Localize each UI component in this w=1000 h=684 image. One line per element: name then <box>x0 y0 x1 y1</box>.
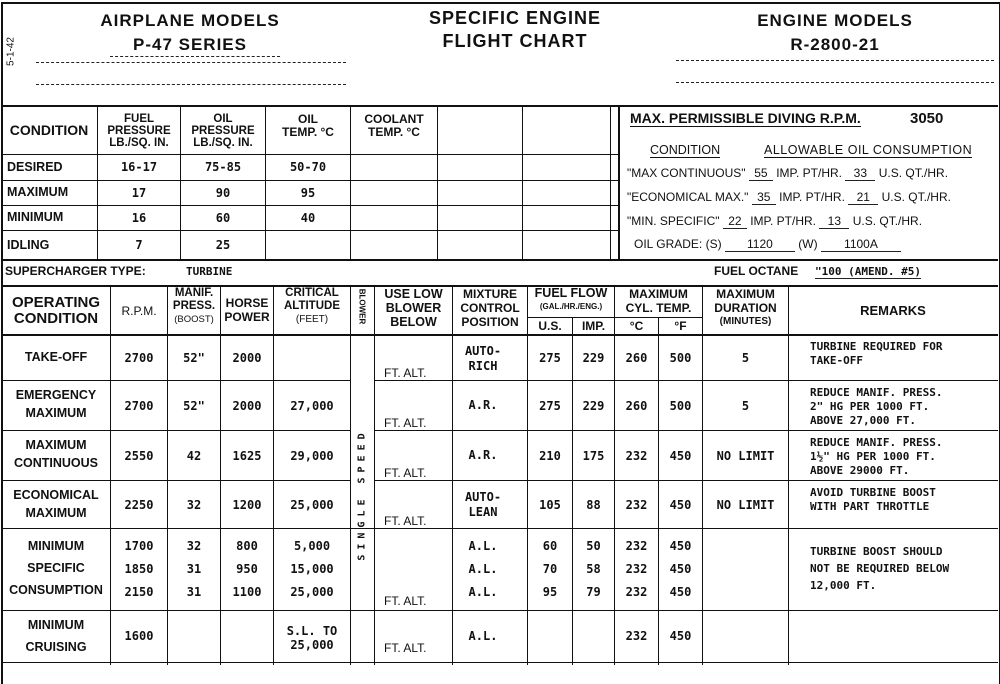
row-mix-line-1: A.R. <box>468 448 498 462</box>
main-header-hp-1: HORSE <box>225 296 269 310</box>
row-flow-us: 210 <box>539 448 561 463</box>
main-row-line <box>374 480 998 481</box>
upper-col-line <box>610 105 611 260</box>
supercharger-value: TURBINE <box>186 265 233 278</box>
main-header-hp <box>221 296 273 324</box>
row-duration: 5 <box>741 398 750 413</box>
row-manif: 52" <box>183 350 205 365</box>
row-remark-line-2: 1½" HG PER 1000 FT. <box>810 450 936 463</box>
oil-row-imp: 35 <box>752 190 776 205</box>
row-flow-us: 105 <box>539 497 561 512</box>
row-remark-line-3: ABOVE 27,000 FT. <box>810 414 916 427</box>
main-row-line <box>1 480 350 481</box>
row-mix-line-2: RICH <box>468 359 498 373</box>
oil-row-economical-max <box>627 190 997 205</box>
upper-header-fuel-pressure: FUEL PRESSURE LB./SQ. IN. <box>107 112 171 150</box>
oil-row-imp: 55 <box>749 166 773 181</box>
row-rpm: 2550 <box>124 448 154 463</box>
minspec-rpm: 1850 <box>124 561 154 576</box>
minspec-cond-2: SPECIFIC <box>27 561 85 575</box>
main-header-cyl-temp <box>615 287 702 315</box>
minspec-hp: 800 <box>236 538 258 553</box>
oil-row-us: 13 <box>819 214 849 229</box>
mincruise-alt-2: 25,000 <box>290 638 334 652</box>
oil-row-min-specific <box>627 214 997 229</box>
main-header-mix-2: CONTROL <box>460 301 520 315</box>
main-header-rpm: R.P.M. <box>121 303 157 318</box>
mincruise-c: 232 <box>625 628 648 643</box>
row-rpm: 2250 <box>124 497 154 512</box>
main-header-dur-1: MAXIMUM <box>716 287 775 301</box>
row-cyl-c: 260 <box>625 398 648 413</box>
minspec-remark-2: NOT BE REQUIRED BELOW <box>810 562 950 575</box>
oil-row-imp-unit: IMP. PT/HR. <box>776 166 843 180</box>
row-remarks <box>810 436 942 478</box>
fuel-octane-label: FUEL OCTANE <box>714 264 799 278</box>
main-header-dur-2: DURATION <box>714 301 777 315</box>
chart-title-line2: FLIGHT CHART <box>442 31 588 51</box>
row-ft-alt: FT. ALT. <box>384 366 427 380</box>
main-col-line <box>452 285 453 665</box>
row-alt: 25,000 <box>290 497 334 512</box>
row-condition-line-1: ECONOMICAL <box>13 488 99 502</box>
main-header-remarks: REMARKS <box>860 303 926 319</box>
mincruise-ft-alt: FT. ALT. <box>384 641 427 655</box>
minspec-remarks <box>810 543 949 594</box>
main-header-fuel-flow <box>528 287 614 313</box>
main-header-manif-2: PRESS. <box>172 300 216 312</box>
row-remarks <box>810 486 936 514</box>
main-header-alt-3: (FEET) <box>295 314 329 325</box>
row-flow-us: 275 <box>539 350 561 365</box>
row-cyl-c: 232 <box>625 497 648 512</box>
airplane-underline-1 <box>110 56 280 57</box>
row-condition-line-2: MAXIMUM <box>25 406 87 420</box>
oil-row-us: 21 <box>848 190 878 205</box>
minspec-cyl-f: 450 <box>669 538 692 553</box>
row-remark-line-2: WITH PART THROTTLE <box>810 500 930 513</box>
minspec-rpm: 2150 <box>124 584 154 599</box>
main-header-c: °C <box>629 318 644 333</box>
row-ft-alt: FT. ALT. <box>384 466 427 480</box>
upper-row-maximum-oilp: 90 <box>215 185 231 200</box>
minspec-cond-1: MINIMUM <box>27 539 85 553</box>
upper-row-minimum-fuel: 16 <box>131 210 147 225</box>
row-remark-line-1: REDUCE MANIF. PRESS. <box>810 436 943 449</box>
main-row-line <box>1 380 350 381</box>
upper-row-desired-label: DESIRED <box>7 159 63 174</box>
row-manif: 52" <box>183 398 205 413</box>
oil-row-imp: 22 <box>723 214 747 229</box>
main-header-condition: OPERATING CONDITION <box>11 294 101 327</box>
row-condition-line-1: TAKE-OFF <box>24 350 88 364</box>
upper-row-idling-label: IDLING <box>7 237 50 252</box>
row-remark-line-1: REDUCE MANIF. PRESS. <box>810 386 943 399</box>
minspec-manif: 31 <box>186 561 202 576</box>
row-mix <box>453 448 513 463</box>
main-header-manif <box>168 287 220 326</box>
row-condition <box>2 436 110 472</box>
row-hp: 1625 <box>232 448 262 463</box>
row-manif: 42 <box>186 448 202 463</box>
mincruise-rpm: 1600 <box>124 628 154 643</box>
upper-row-desired-fuel: 16-17 <box>120 160 158 175</box>
upper-header-oil-temp: OIL TEMP. °C <box>282 112 334 139</box>
oil-grade-summer: 1120 <box>725 237 795 252</box>
minspec-ft-alt: FT. ALT. <box>384 594 427 608</box>
airplane-underline-2 <box>36 62 346 63</box>
row-condition <box>2 348 110 366</box>
minspec-flow-us: 70 <box>542 561 558 576</box>
upper-col-line <box>522 105 523 260</box>
main-header-mix-3: POSITION <box>461 315 519 329</box>
oil-row-max-continuous <box>627 166 997 181</box>
row-rpm: 2700 <box>124 398 154 413</box>
row-flow-imp: 88 <box>586 497 601 512</box>
row-remarks <box>810 340 942 368</box>
oil-row-us-unit: U.S. QT./HR. <box>852 214 923 228</box>
row-alt: 29,000 <box>290 448 334 463</box>
row-cyl-f: 450 <box>669 448 692 463</box>
supercharger-top-line <box>1 259 998 261</box>
main-header-flow-1: FUEL FLOW <box>534 286 608 300</box>
minspec-cond-3: CONSUMPTION <box>9 583 103 597</box>
oil-consumption-header: ALLOWABLE OIL CONSUMPTION <box>764 143 973 157</box>
row-cyl-f: 500 <box>669 350 692 365</box>
minspec-alt: 15,000 <box>290 561 334 576</box>
engine-models-title: ENGINE MODELS <box>757 11 913 30</box>
row-cyl-c: 232 <box>625 448 648 463</box>
row-duration: NO LIMIT <box>716 497 775 512</box>
upper-col-line <box>437 105 438 260</box>
mincruise-mix: A.L. <box>468 628 498 643</box>
engine-underline-2 <box>676 82 994 83</box>
row-condition-line-2: CONTINUOUS <box>13 456 99 470</box>
row-remark-line-3: ABOVE 29000 FT. <box>810 464 910 477</box>
upper-header-coolant-temp: COOLANT TEMP. °C <box>364 112 424 139</box>
oil-row-imp-unit: IMP. PT/HR. <box>750 214 817 228</box>
minspec-flow-us: 60 <box>542 538 558 553</box>
oil-row-us-unit: U.S. QT./HR. <box>878 166 949 180</box>
row-mix-line-1: A.R. <box>468 398 498 412</box>
oil-row-name: "MIN. SPECIFIC" <box>627 214 720 228</box>
main-row-line <box>374 380 998 381</box>
main-header-us: U.S. <box>538 318 562 333</box>
row-mix-line-2: LEAN <box>468 505 498 519</box>
row-duration: 5 <box>741 350 750 365</box>
row-mix <box>453 490 513 520</box>
mincruise-cond-2: CRUISING <box>25 640 87 654</box>
minspec-manif: 31 <box>186 584 202 599</box>
row-mix <box>453 398 513 413</box>
mincruise-cond-1: MINIMUM <box>27 618 85 632</box>
row-duration: NO LIMIT <box>716 448 775 463</box>
oil-grade-row <box>634 237 994 252</box>
date-stamp: 5-1-42 <box>5 37 17 66</box>
minspec-remark-1: TURBINE BOOST SHOULD <box>810 545 943 558</box>
row-flow-imp: 229 <box>582 398 605 413</box>
main-header-manif-1: MANIF. <box>174 287 214 299</box>
row-cyl-f: 450 <box>669 497 692 512</box>
oil-grade-winter-label: (W) <box>798 237 818 251</box>
row-flow-imp: 229 <box>582 350 605 365</box>
minspec-flow-us: 95 <box>542 584 558 599</box>
mincruise-condition <box>2 614 110 658</box>
minspec-mix: A.L. <box>468 561 498 576</box>
main-col-line <box>788 285 789 665</box>
oil-grade-winter: 1100A <box>821 237 901 252</box>
main-header-alt-1: CRITICAL <box>285 287 339 299</box>
row-rpm: 2700 <box>124 350 154 365</box>
minspec-rpm: 1700 <box>124 538 154 553</box>
minspec-flow-imp: 50 <box>586 538 601 553</box>
airplane-underline-3 <box>36 84 346 85</box>
main-header-imp: IMP. <box>581 318 606 333</box>
upper-row-desired-oilt: 50-70 <box>289 160 327 175</box>
minspec-hp: 950 <box>236 561 258 576</box>
row-condition-line-1: MAXIMUM <box>25 438 87 452</box>
airplane-models-title: AIRPLANE MODELS <box>100 11 280 30</box>
minspec-cyl-c: 232 <box>625 584 648 599</box>
minspec-cyl-c: 232 <box>625 561 648 576</box>
minspec-alt: 25,000 <box>290 584 334 599</box>
upper-row-maximum-label: MAXIMUM <box>7 185 69 200</box>
row-hp: 2000 <box>232 350 262 365</box>
main-header-alt-2: ALTITUDE <box>283 300 340 312</box>
row-mix <box>453 344 513 374</box>
row-condition <box>2 386 110 422</box>
minspec-cyl-c: 232 <box>625 538 648 553</box>
main-header-blower: BLOWER <box>357 288 367 325</box>
row-cyl-f: 500 <box>669 398 692 413</box>
minspec-hp: 1100 <box>232 584 262 599</box>
mincruise-alt-1: S.L. TO <box>286 624 338 638</box>
blower-single-speed: SINGLE SPEED <box>356 428 368 561</box>
main-header-flow-2: (GAL./HR./ENG.) <box>539 302 603 311</box>
supercharger-label: SUPERCHARGER TYPE: <box>5 264 146 278</box>
diving-rpm-value: 3050 <box>910 110 944 127</box>
row-remark-line-2: 2" HG PER 1000 FT. <box>810 400 930 413</box>
row-alt <box>274 336 350 380</box>
upper-row-idling-oilp: 25 <box>215 238 231 253</box>
main-header-duration <box>703 287 788 329</box>
main-bottom-line <box>1 662 998 663</box>
main-header-mixture <box>453 287 527 329</box>
row-remark-line-2: TAKE-OFF <box>810 354 863 367</box>
upper-row-minimum-oilp: 60 <box>215 210 231 225</box>
row-hp: 2000 <box>232 398 262 413</box>
upper-header-oil-pressure: OIL PRESSURE LB./SQ. IN. <box>191 112 255 150</box>
row-condition-line-1: EMERGENCY <box>15 388 97 402</box>
minspec-mix: A.L. <box>468 584 498 599</box>
oil-row-name: "MAX CONTINUOUS" <box>627 166 746 180</box>
oil-row-name: "ECONOMICAL MAX." <box>627 190 749 204</box>
row-hp: 1200 <box>232 497 262 512</box>
main-col-line <box>350 285 351 665</box>
minspec-mix: A.L. <box>468 538 498 553</box>
main-header-f: °F <box>674 318 687 333</box>
upper-divider <box>618 105 620 260</box>
row-cyl-c: 260 <box>625 350 648 365</box>
main-header-alt <box>274 287 350 326</box>
minspec-manif: 32 <box>186 538 202 553</box>
diving-rpm-label: MAX. PERMISSIBLE DIVING R.P.M. <box>630 110 861 126</box>
minspec-remark-3: 12,000 FT. <box>810 579 877 592</box>
oil-row-imp-unit: IMP. PT/HR. <box>779 190 845 204</box>
row-ft-alt: FT. ALT. <box>384 416 427 430</box>
main-header-low-3: BELOW <box>390 315 437 329</box>
main-header-low-2: BLOWER <box>385 301 442 315</box>
header-divider <box>1 105 998 107</box>
row-flow-imp: 175 <box>582 448 605 463</box>
minspec-alt: 5,000 <box>293 538 331 553</box>
upper-header-condition: CONDITION <box>9 121 89 138</box>
row-manif: 32 <box>186 497 202 512</box>
row-remarks <box>810 386 942 428</box>
row-ft-alt: FT. ALT. <box>384 514 427 528</box>
oil-grade-label: OIL GRADE: (S) <box>634 237 722 251</box>
main-row-line <box>1 430 350 431</box>
main-row-line <box>374 430 998 431</box>
row-mix-line-1: AUTO- <box>464 490 502 504</box>
oil-row-us-unit: U.S. QT./HR. <box>881 190 951 204</box>
upper-row-maximum-oilt: 95 <box>300 185 316 200</box>
row-condition <box>2 486 110 522</box>
engine-models-value: R-2800-21 <box>790 35 880 54</box>
oil-row-us: 33 <box>845 166 875 181</box>
minspec-flow-imp: 58 <box>586 561 601 576</box>
upper-row-maximum-fuel: 17 <box>131 185 147 200</box>
upper-row-minimum-oilt: 40 <box>300 210 316 225</box>
airplane-models-value: P-47 SERIES <box>133 35 247 54</box>
main-header-low-1: USE LOW <box>384 287 443 301</box>
upper-row-desired-oilp: 75-85 <box>204 160 242 175</box>
fuel-octane-value: "100 (AMEND. #5) <box>815 265 921 278</box>
upper-row-idling-fuel: 7 <box>135 238 143 253</box>
row-mix-line-1: AUTO- <box>464 344 502 358</box>
row-condition-line-2: MAXIMUM <box>25 506 87 520</box>
main-col-line <box>374 285 375 665</box>
minspec-condition <box>2 535 110 601</box>
main-header-cyl-1: MAXIMUM <box>629 287 688 301</box>
minspec-cyl-f: 450 <box>669 561 692 576</box>
row-remark-line-1: TURBINE REQUIRED FOR <box>810 340 943 353</box>
upper-row-minimum-label: MINIMUM <box>7 210 64 225</box>
main-header-dur-3: (MINUTES) <box>719 316 772 327</box>
row-alt: 27,000 <box>290 398 334 413</box>
mincruise-f: 450 <box>669 628 692 643</box>
chart-title-line1: SPECIFIC ENGINE <box>428 8 602 28</box>
main-header-mix-1: MIXTURE <box>463 287 517 301</box>
main-header-manif-3: (BOOST) <box>174 314 214 325</box>
main-header-cyl-2: CYL. TEMP. <box>625 301 692 315</box>
minspec-flow-imp: 79 <box>586 584 601 599</box>
main-header-hp-2: POWER <box>224 310 270 324</box>
row-remark-line-1: AVOID TURBINE BOOST <box>810 486 936 499</box>
main-row-line <box>1 528 998 529</box>
engine-underline-1 <box>676 60 994 61</box>
mincruise-alt <box>274 624 350 652</box>
main-header-low-blower <box>375 287 452 329</box>
oil-consumption-condition-header: CONDITION <box>650 143 721 157</box>
minspec-cyl-f: 450 <box>669 584 692 599</box>
row-flow-us: 275 <box>539 398 561 413</box>
